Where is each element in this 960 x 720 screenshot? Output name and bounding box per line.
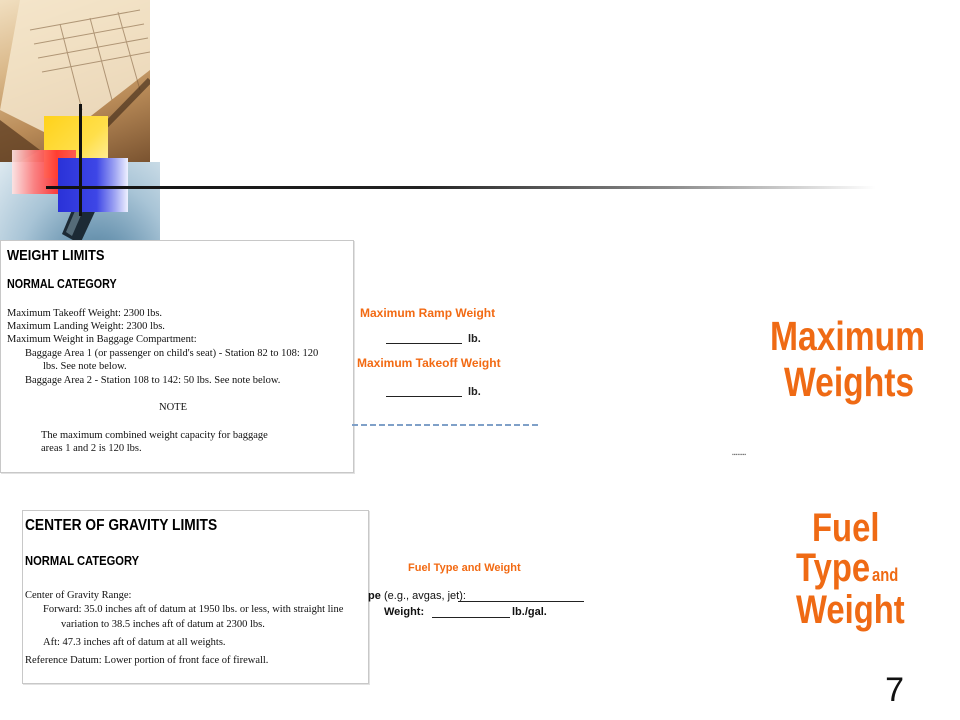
- max-weights-caption-line2: Weights: [784, 359, 915, 405]
- weight-limits-line: Maximum Takeoff Weight: 2300 lbs.: [7, 308, 163, 319]
- fuel-type-label: pe: [368, 590, 381, 602]
- weight-limits-note-heading: NOTE: [159, 402, 187, 413]
- cg-limits-line: Center of Gravity Range:: [25, 590, 132, 601]
- cg-limits-line: Forward: 35.0 inches aft of datum at 1950 lbs. or less, with straight line: [43, 604, 344, 615]
- cg-limits-document: [22, 510, 369, 684]
- weight-limits-note-line: The maximum combined weight capacity for baggage: [41, 430, 268, 441]
- fuel-caption-line2: Type: [796, 546, 871, 590]
- ramp-weight-label: Maximum Ramp Weight: [360, 306, 496, 320]
- decor-horizontal-rule: [46, 186, 876, 189]
- weight-limits-document: [0, 240, 354, 473]
- cg-limits-title: CENTER OF GRAVITY LIMITS: [25, 517, 218, 534]
- cg-limits-line: Reference Datum: Lower portion of front face of firewall.: [25, 655, 269, 666]
- fuel-type-hint: (e.g., avgas, jet):: [384, 590, 466, 602]
- takeoff-weight-unit: lb.: [468, 386, 481, 398]
- weight-limits-line: Maximum Weight in Baggage Compartment:: [7, 334, 197, 345]
- weight-limits-title: WEIGHT LIMITS: [7, 247, 105, 264]
- takeoff-weight-label: Maximum Takeoff Weight: [357, 356, 501, 370]
- cg-limits-line: Aft: 47.3 inches aft of datum at all weights.: [43, 637, 226, 648]
- weight-limits-category: NORMAL CATEGORY: [7, 277, 117, 291]
- cropped-form-text: [352, 424, 540, 426]
- tiny-credit: ▪▪▪▪▪▪▪▪: [732, 452, 747, 458]
- fuel-caption-and: and: [872, 565, 899, 585]
- fuel-caption-line3: Weight: [796, 588, 905, 632]
- weight-limits-line: Baggage Area 2 - Station 108 to 142: 50 lbs. See note below.: [25, 375, 281, 386]
- decor-blue-square: [58, 158, 128, 212]
- fuel-weight-blank: [432, 617, 510, 618]
- takeoff-weight-blank: [386, 396, 462, 397]
- weight-limits-note-line: areas 1 and 2 is 120 lbs.: [41, 443, 142, 454]
- weight-limits-line: Maximum Landing Weight: 2300 lbs.: [7, 321, 165, 332]
- max-weights-caption-line1: Maximum: [770, 313, 926, 359]
- slide-page-number: 7: [885, 671, 904, 709]
- ramp-weight-blank: [386, 343, 462, 344]
- weight-limits-line: lbs. See note below.: [43, 361, 127, 372]
- fuel-weight-label: Weight:: [384, 606, 425, 618]
- fuel-form-title: Fuel Type and Weight: [408, 562, 521, 574]
- weight-limits-line: Baggage Area 1 (or passenger on child's seat) - Station 82 to 108: 120: [25, 348, 319, 359]
- cg-limits-line: variation to 38.5 inches aft of datum at 2300 lbs.: [61, 619, 265, 630]
- decor-vertical-line: [79, 104, 82, 216]
- ramp-weight-unit: lb.: [468, 333, 481, 345]
- fuel-caption-line1: Fuel: [812, 506, 880, 550]
- cg-limits-category: NORMAL CATEGORY: [25, 553, 140, 568]
- fuel-type-blank: [458, 601, 584, 602]
- fuel-weight-unit: lb./gal.: [512, 606, 547, 618]
